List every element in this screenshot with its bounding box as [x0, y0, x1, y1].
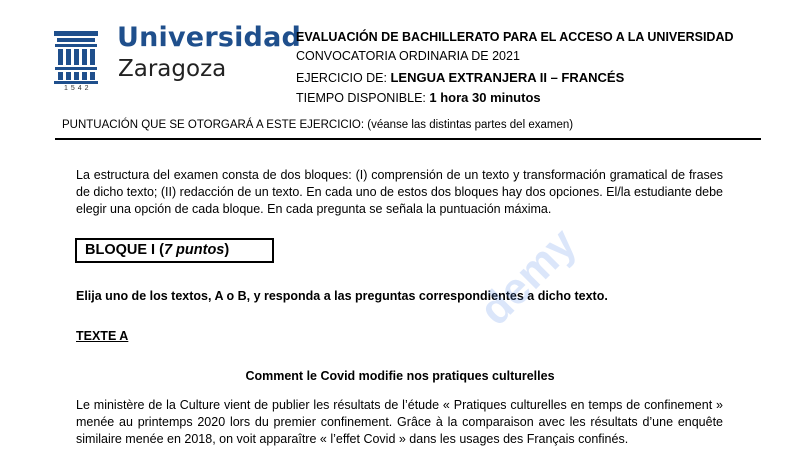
article-title: Comment le Covid modifie nos pratiques culturelles: [245, 369, 555, 383]
bloque-label: BLOQUE I (: [85, 242, 164, 258]
watermark: demy: [470, 218, 586, 335]
exam-subject-value: LENGUA EXTRANJERA II – FRANCÉS: [390, 70, 625, 85]
bloque-points: 7 puntos: [163, 242, 225, 258]
instruction-text: Elija uno de los textos, A o B, y responda a las preguntas correspondientes a dicho texto.: [76, 289, 608, 303]
exam-session: CONVOCATORIA ORDINARIA DE 2021: [296, 49, 520, 63]
intro-paragraph: La estructura del examen consta de dos bloques: (I) comprensión de un texto y transformación gramatical de frases de dicho texto; (II) redacción de un texto. En cada uno de estos dos bloques hay dos opciones. El/la estudiante debe elegir una opción de cada bloque. En cada pregunta se señala la puntuación máxima.: [76, 168, 723, 216]
exam-subject-label: EJERCICIO DE:: [296, 71, 391, 85]
exam-time-label: TIEMPO DISPONIBLE:: [296, 91, 430, 105]
header-divider: [55, 138, 761, 140]
logo-university-name: Universidad: [117, 22, 302, 53]
logo-city-name: Zaragoza: [118, 56, 227, 82]
logo-year: 1542: [64, 85, 92, 92]
score-line: PUNTUACIÓN QUE SE OTORGARÁ A ESTE EJERCICIO: (véanse las distintas partes del examen): [62, 119, 574, 131]
exam-time-value: 1 hora 30 minutos: [429, 90, 541, 105]
exam-subject: [296, 70, 624, 85]
exam-header-title: EVALUACIÓN DE BACHILLERATO PARA EL ACCESO A LA UNIVERSIDAD: [296, 30, 734, 44]
article-body: Le ministère de la Culture vient de publier les résultats de l’étude « Pratiques culturelles en temps de confinement » menée au printemps 2020 lors du premier confinement. Grâce à la comparaison avec les résultats d’une enquête similaire menée en 2018, on voit apparaître « l’effet Covid » dans les usages des Français confinés.: [76, 398, 723, 446]
exam-time: [296, 90, 541, 105]
bloque-heading-box: [75, 238, 274, 263]
bloque-close: ): [224, 242, 230, 258]
texte-label: TEXTE A: [76, 329, 129, 343]
